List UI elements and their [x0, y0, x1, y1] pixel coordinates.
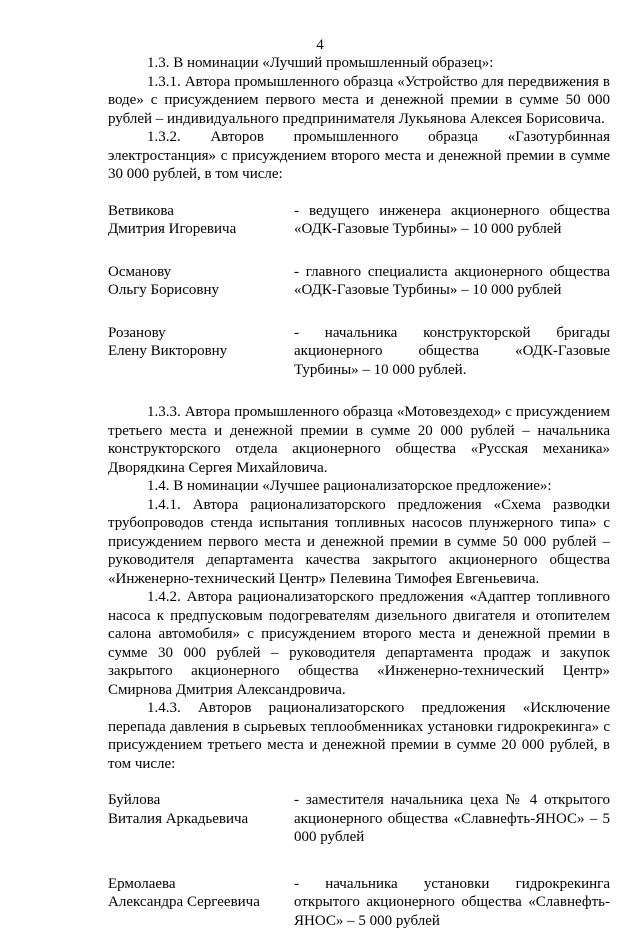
paragraph-1-3: 1.3. В номинации «Лучший промышленный образец»:: [108, 54, 610, 73]
page-number: 4: [0, 36, 640, 54]
recipient-description: - заместителя начальника цеха № 4 открытого акционерного общества «Славнефть-ЯНОС» – 5 000 рублей: [294, 791, 610, 847]
document-body: [108, 54, 610, 930]
paragraph-1-4: 1.4. В номинации «Лучшее рационализаторское предложение»:: [108, 477, 610, 496]
paragraph-1-3-1: 1.3.1. Автора промышленного образца «Устройство для передвижения в воде» с присуждением первого места и денежной премии в сумме 50 000 рублей – индивидуального предпринимателя Лукьянова Алексея Борисовича.: [108, 73, 610, 129]
recipient-name: [108, 875, 294, 930]
recipient-surname: Ветвикова Дмитрия Игоревича: [108, 202, 294, 239]
recipient-description: - начальника установки гидрокрекинга открытого акционерного общества «Славнефть-ЯНОС» – 5 000 рублей: [294, 875, 610, 930]
recipient-name: [108, 202, 294, 239]
recipient-description: - главного специалиста акционерного общества «ОДК-Газовые Турбины» – 10 000 рублей: [294, 263, 610, 300]
recipient-description: - начальника конструкторской бригады акционерного общества «ОДК-Газовые Турбины» – 10 000 рублей.: [294, 324, 610, 380]
recipient-description: - ведущего инженера акционерного общества «ОДК-Газовые Турбины» – 10 000 рублей: [294, 202, 610, 239]
recipient-rozanova: [108, 324, 610, 380]
paragraph-1-4-1: 1.4.1. Автора рационализаторского предложения «Схема разводки трубопроводов стенда испытания топливных насосов плунжерного типа» с присуждением первого места и денежной премии в сумме 50 000 рублей – руководителя департамента качества закрытого акционерного общества «Инженерно-технический Центр» Пелевина Тимофея Евгеньевича.: [108, 496, 610, 589]
paragraph-1-4-3: 1.4.3. Авторов рационализаторского предложения «Исключение перепада давления в сырьевых теплообменниках установки гидрокрекинга» с присуждением третьего места и денежной премии в сумме 20 000 рублей, в том числе:: [108, 699, 610, 773]
recipient-ermolaev: [108, 875, 610, 930]
recipient-surname: Буйлова Виталия Аркадьевича: [108, 791, 294, 828]
paragraph-1-3-3: 1.3.3. Автора промышленного образца «Мотовездеход» с присуждением третьего места и денежной премии в сумме 20 000 рублей – начальника конструкторского отдела акционерного общества «Русская механика» Дворядкина Сергея Михайловича.: [108, 403, 610, 477]
recipient-name: [108, 791, 294, 847]
recipient-builov: [108, 791, 610, 847]
recipient-vetvikov: [108, 202, 610, 239]
paragraph-1-4-2: 1.4.2. Автора рационализаторского предложения «Адаптер топливного насоса к предпусковым подогревателям дизельного двигателя и отопителем салона автомобиля» с присуждением второго места и денежной премии в сумме 30 000 рублей – руководителя департамента продаж и закупок закрытого акционерного общества «Инженерно-технический Центр» Смирнова Дмитрия Александровича.: [108, 588, 610, 699]
recipient-osmanova: [108, 263, 610, 300]
recipient-surname: Розанову Елену Викторовну: [108, 324, 294, 361]
recipient-name: [108, 324, 294, 380]
recipient-surname: Османову Ольгу Борисовну: [108, 263, 294, 300]
recipient-name: [108, 263, 294, 300]
recipient-surname: Ермолаева Александра Сергеевича: [108, 875, 294, 912]
paragraph-1-3-2: 1.3.2. Авторов промышленного образца «Газотурбинная электростанция» с присуждением второго места и денежной премии в сумме 30 000 рублей, в том числе:: [108, 128, 610, 184]
